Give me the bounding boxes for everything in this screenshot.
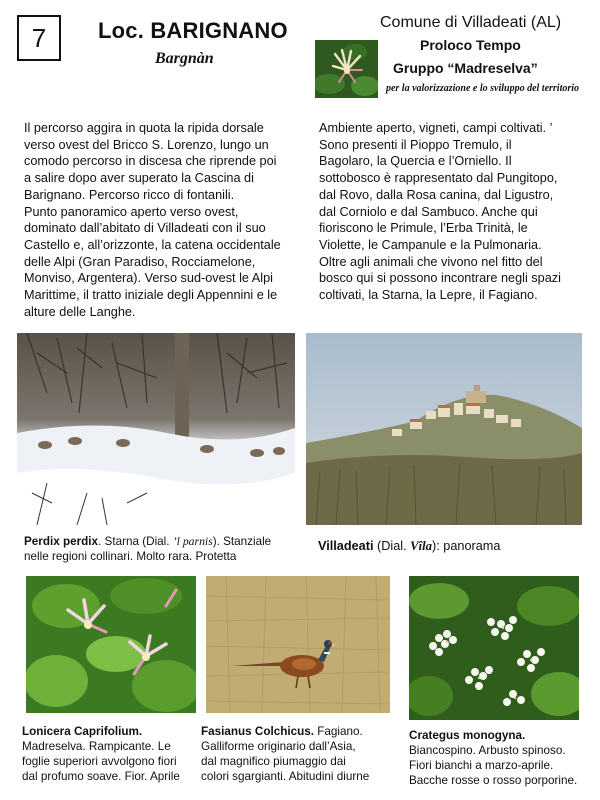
villadeati-text: (Dial.	[373, 539, 411, 553]
right-line: coltivati, la Starna, la Lepre, il Fagiano.	[319, 288, 538, 303]
page-number: 7	[31, 22, 47, 53]
crategus-caption-line: Biancospino. Arbusto spinoso.	[409, 744, 566, 757]
left-line: a salire dopo aver superato la Cascina di	[24, 171, 254, 186]
right-line: fioriscono le Primule, l’Erba Trinità, le	[319, 221, 528, 236]
group-label: Gruppo “Madreselva”	[393, 60, 538, 76]
fasianus-text: Fagiano.	[314, 725, 363, 738]
left-line: comodo percorso in discesa che riprende poi	[24, 154, 277, 169]
right-line: dal Corniolo e dal Sambuco. Anche qui	[319, 204, 538, 219]
left-line: verso ovest del Bricco S. Lorenzo, lungo un	[24, 137, 269, 152]
fasianus-caption-line1	[201, 724, 401, 739]
page-number-box	[17, 15, 61, 61]
fasianus-caption	[201, 724, 401, 784]
villadeati-panorama-photo	[306, 333, 582, 525]
left-line: Monviso, Argentera). Verso sud-ovest le Alpi	[24, 271, 273, 286]
right-line: Sono presenti il Pioppo Tremulo, il	[319, 137, 512, 152]
left-line: dominato dall’abitato di Villadeati con il suo	[24, 221, 266, 236]
right-line: Oltre agli animali che vivono nel fitto del	[319, 254, 543, 269]
right-line: dal Rovo, dalla Rosa canina, dal Ligustro,	[319, 187, 554, 202]
lonicera-photo	[26, 576, 196, 713]
right-line: Violette, le Campanule e la Pulmonaria.	[319, 237, 542, 252]
left-line: Castello e, all’orizzonte, la catena occidentale	[24, 237, 281, 252]
right-line: Bagolaro, la Quercia e l’Orniello. Il	[319, 154, 512, 169]
right-line: sottobosco è rappresentato dal Pungitopo,	[319, 171, 558, 186]
perdix-text: ). Stanziale	[212, 535, 272, 548]
left-line: alture delle Langhe.	[24, 304, 136, 319]
perdix-text: . Starna (Dial.	[98, 535, 173, 548]
right-line: Ambiente aperto, vigneti, campi coltivati. ’	[319, 121, 553, 135]
fasianus-caption-line: Galliforme originario dall’Asia,	[201, 740, 356, 753]
fasianus-caption-line: colori sgargianti. Abitudini diurne	[201, 770, 370, 783]
page-title: Loc. BARIGNANO	[98, 18, 288, 43]
villadeati-name: Villadeati	[318, 539, 374, 553]
dialect-subtitle: Bargnàn	[155, 50, 214, 67]
lonicera-caption	[22, 724, 197, 784]
perdix-caption-line2: nelle regioni collinari. Molto rara. Protetta	[24, 550, 237, 563]
villadeati-caption	[318, 539, 500, 554]
crategus-species-name: Crategus monogyna.	[409, 729, 526, 742]
lonicera-caption-line: Madreselva. Rampicante. Le	[22, 740, 171, 753]
proloco-label: Proloco Tempo	[420, 37, 521, 53]
lonicera-species-name: Lonicera Caprifolium.	[22, 725, 143, 738]
left-paragraph	[24, 120, 309, 320]
perdix-dialect-name: ’l parnis	[172, 535, 213, 548]
left-line: delle Alpi (Gran Paradiso, Rocciamelone,	[24, 254, 256, 269]
fasianus-caption-line: dal magnifico piumaggio dai	[201, 755, 346, 768]
left-line: Punto panoramico aperto verso ovest,	[24, 204, 239, 219]
municipality-label: Comune di Villadeati (AL)	[380, 14, 562, 31]
hawthorn-photo	[409, 576, 579, 720]
honeysuckle-logo-photo	[315, 40, 378, 98]
right-line: bosco qui si possono incontrare negli spazi	[319, 271, 561, 286]
crategus-caption-line: Bacche rosse o rosso porporine.	[409, 774, 578, 787]
lonicera-caption-line: foglie superiori avvolgono fiori	[22, 755, 177, 768]
perdix-species-name: Perdix perdix	[24, 535, 99, 548]
left-line: Barignano. Percorso ricco di fontanili.	[24, 187, 235, 202]
left-line: Marittime, il tratto iniziale degli Appennini e le	[24, 288, 278, 303]
right-paragraph	[319, 120, 594, 304]
perdix-caption-line1	[24, 534, 304, 549]
partridges-snow-photo	[17, 333, 295, 525]
pheasant-photo	[206, 576, 390, 713]
group-motto: per la valorizzazione e lo sviluppo del territorio	[385, 83, 580, 94]
villadeati-dialect-name: Vîla	[410, 539, 432, 553]
crategus-caption	[409, 728, 599, 788]
villadeati-text: ): panorama	[432, 539, 501, 553]
left-line: Il percorso aggira in quota la ripida dorsale	[24, 121, 264, 135]
lonicera-caption-line: dal profumo soave. Fior. Aprile	[22, 770, 180, 783]
fasianus-species-name: Fasianus Colchicus.	[201, 725, 315, 738]
perdix-caption	[24, 534, 304, 564]
crategus-caption-line: Fiori bianchi a marzo-aprile.	[409, 759, 554, 772]
